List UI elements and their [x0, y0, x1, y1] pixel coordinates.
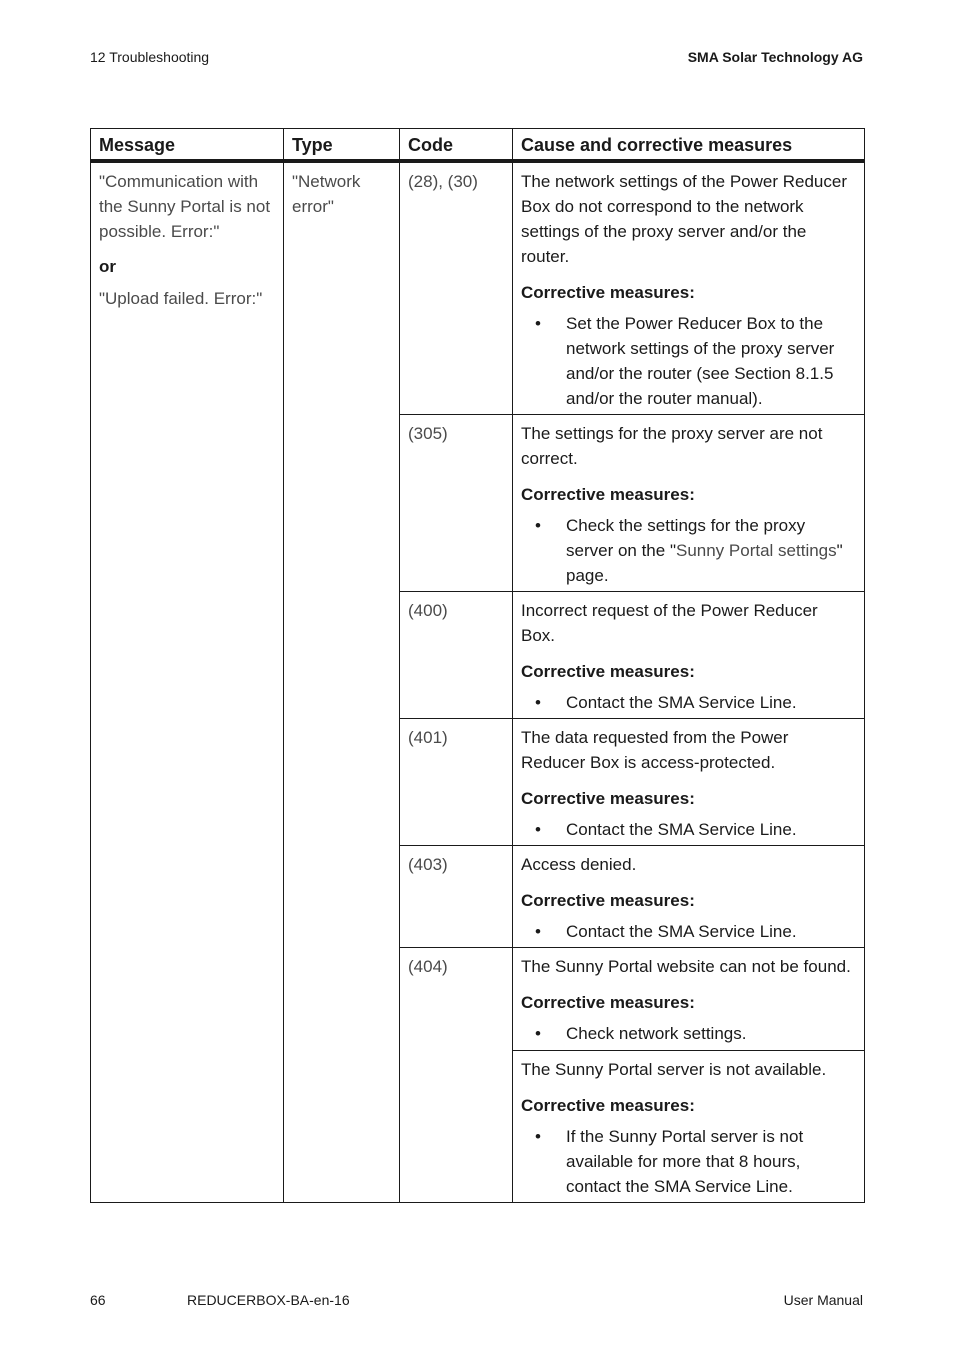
measure-text: Contact the SMA Service Line. — [566, 819, 797, 839]
measure-item — [521, 1124, 856, 1199]
code-cell: (400) — [400, 591, 513, 718]
footer-doc-type: User Manual — [783, 1292, 863, 1308]
bullet-icon: • — [535, 692, 541, 712]
bullet-icon: • — [535, 515, 541, 535]
measure-list — [521, 817, 856, 842]
col-header-type: Type — [284, 129, 400, 161]
message-line-2: "Upload failed. Error:" — [99, 288, 263, 308]
cause-cell — [513, 1050, 865, 1202]
corrective-label: Corrective measures: — [521, 661, 695, 681]
corrective-label: Corrective measures: — [521, 282, 695, 302]
table-row — [91, 161, 865, 415]
cause-cell — [513, 845, 865, 947]
col-header-message: Message — [91, 129, 284, 161]
type-cell: "Network error" — [284, 161, 400, 1203]
measure-item — [521, 817, 856, 842]
code-cell: (28), (30) — [400, 161, 513, 415]
cause-cell — [513, 161, 865, 415]
message-line-1: "Communication with the Sunny Portal is not possible. Error:" — [99, 171, 271, 241]
corrective-label: Corrective measures: — [521, 1095, 695, 1115]
measure-text-pre: Check the settings for the proxy server on the " — [566, 515, 806, 560]
bullet-icon: • — [535, 921, 541, 941]
col-header-code: Code — [400, 129, 513, 161]
cause-text: Access denied. — [521, 854, 637, 874]
message-cell — [91, 161, 284, 1203]
message-or: or — [99, 256, 116, 276]
header-company: SMA Solar Technology AG — [687, 49, 863, 65]
cause-cell — [513, 414, 865, 591]
measure-text: Check network settings. — [566, 1023, 747, 1043]
code-cell: (403) — [400, 845, 513, 947]
measure-list — [521, 513, 856, 588]
measure-item — [521, 513, 856, 588]
cause-text: The Sunny Portal server is not available. — [521, 1059, 827, 1079]
cause-text: The data requested from the Power Reducer Box is access-protected. — [521, 727, 789, 772]
cause-cell — [513, 718, 865, 845]
measure-text: Contact the SMA Service Line. — [566, 692, 797, 712]
footer-doc-code: REDUCERBOX-BA-en-16 — [187, 1292, 350, 1308]
cause-text: The network settings of the Power Reducer Box do not correspond to the network settings of the proxy server and/or the router. — [521, 171, 847, 266]
corrective-label: Corrective measures: — [521, 484, 695, 504]
corrective-label: Corrective measures: — [521, 992, 695, 1012]
bullet-icon: • — [535, 819, 541, 839]
cause-cell — [513, 947, 865, 1050]
corrective-label: Corrective measures: — [521, 890, 695, 910]
measure-item — [521, 919, 856, 944]
measure-list — [521, 690, 856, 715]
code-cell: (305) — [400, 414, 513, 591]
cause-text: The settings for the proxy server are not correct. — [521, 423, 823, 468]
measure-list — [521, 1124, 856, 1199]
measure-list — [521, 919, 856, 944]
measure-item — [521, 690, 856, 715]
measure-item — [521, 311, 856, 411]
troubleshooting-table — [90, 128, 865, 1203]
bullet-icon: • — [535, 313, 541, 333]
bullet-icon: • — [535, 1023, 541, 1043]
measure-text: If the Sunny Portal server is not available for more that 8 hours, contact the SMA Service Line. — [566, 1126, 804, 1196]
measure-text: Set the Power Reducer Box to the network settings of the proxy server and/or the router (see Section 8.1.5 and/or the router manual). — [566, 313, 835, 408]
corrective-label: Corrective measures: — [521, 788, 695, 808]
cause-text: The Sunny Portal website can not be found. — [521, 956, 851, 976]
sunny-portal-settings-ref: Sunny Portal settings — [675, 540, 837, 560]
measure-list — [521, 311, 856, 411]
col-header-cause: Cause and corrective measures — [513, 129, 865, 161]
measure-list — [521, 1021, 856, 1046]
header-section: 12 Troubleshooting — [90, 49, 210, 65]
bullet-icon: • — [535, 1126, 541, 1146]
measure-item — [521, 1021, 856, 1046]
cause-text: Incorrect request of the Power Reducer Box. — [521, 600, 818, 645]
table-header-row — [91, 129, 865, 161]
footer-page-number: 66 — [90, 1292, 106, 1308]
code-cell: (401) — [400, 718, 513, 845]
measure-text: Contact the SMA Service Line. — [566, 921, 797, 941]
cause-cell — [513, 591, 865, 718]
code-cell: (404) — [400, 947, 513, 1202]
measure-text-post: " page. — [566, 540, 843, 585]
